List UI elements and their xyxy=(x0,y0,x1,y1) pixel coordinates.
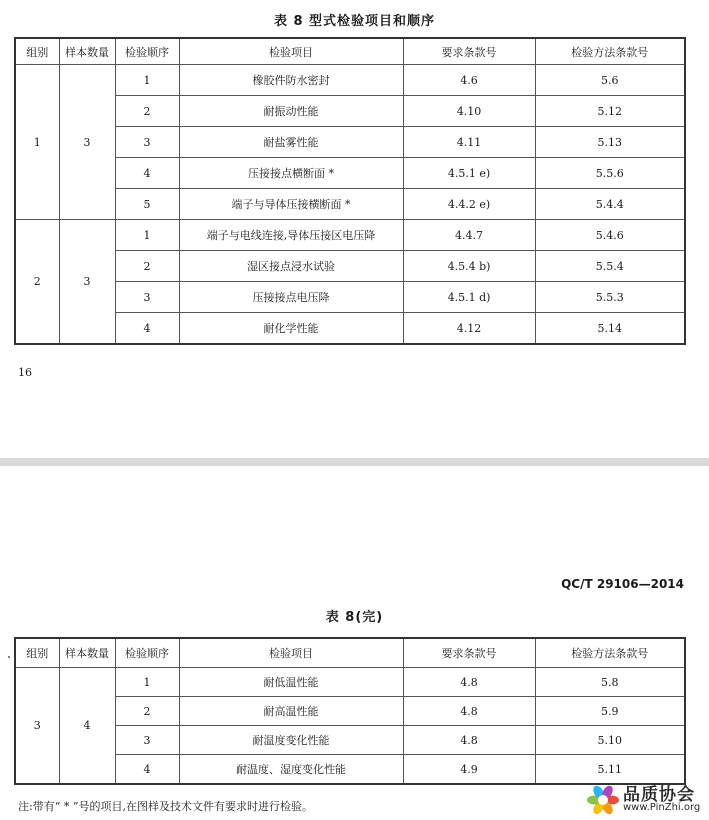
item-cell: 耐高温性能 xyxy=(179,697,403,726)
method-cell: 5.8 xyxy=(535,668,685,697)
page-separator xyxy=(0,458,709,466)
header-sequence: 检验顺序 xyxy=(115,38,179,65)
table-row xyxy=(15,127,685,158)
table-row xyxy=(15,96,685,127)
sample-count-cell: 3 xyxy=(59,65,115,220)
method-cell: 5.4.6 xyxy=(535,220,685,251)
req-cell: 4.5.1 d) xyxy=(403,282,535,313)
req-cell: 4.5.1 e) xyxy=(403,158,535,189)
item-cell: 耐温度、湿度变化性能 xyxy=(179,755,403,785)
method-cell: 5.13 xyxy=(535,127,685,158)
footnote: 注:带有“ * ”号的项目,在图样及技术文件有要求时进行检验。 xyxy=(18,800,313,813)
req-cell: 4.9 xyxy=(403,755,535,785)
header-group: 组别 xyxy=(15,638,59,668)
table-title: 表 8 型式检验项目和顺序 xyxy=(273,14,436,29)
table-row xyxy=(15,668,685,697)
header-group: 组别 xyxy=(15,38,59,65)
header-sequence: 检验顺序 xyxy=(115,638,179,668)
flower-logo-icon xyxy=(585,782,621,818)
header-requirement-clause: 要求条款号 xyxy=(403,638,535,668)
req-cell: 4.8 xyxy=(403,697,535,726)
item-cell: 端子与导体压接横断面 * xyxy=(179,189,403,220)
table-row xyxy=(15,189,685,220)
page-number: 16 xyxy=(18,366,32,379)
method-cell: 5.5.3 xyxy=(535,282,685,313)
table-row xyxy=(15,313,685,345)
method-cell: 5.5.4 xyxy=(535,251,685,282)
method-cell: 5.9 xyxy=(535,697,685,726)
table-row xyxy=(15,158,685,189)
req-cell: 4.8 xyxy=(403,668,535,697)
seq-cell: 4 xyxy=(115,755,179,785)
seq-cell: 1 xyxy=(115,65,179,96)
seq-cell: 2 xyxy=(115,697,179,726)
req-cell: 4.11 xyxy=(403,127,535,158)
header-sample-count: 样本数量 xyxy=(59,638,115,668)
table-row xyxy=(15,726,685,755)
table-row xyxy=(15,251,685,282)
inspection-table-continued xyxy=(14,637,686,785)
watermark-url: www.PinZhi.org xyxy=(623,802,701,813)
req-cell: 4.6 xyxy=(403,65,535,96)
header-item: 检验项目 xyxy=(179,38,403,65)
item-cell: 橡胶件防水密封 xyxy=(179,65,403,96)
item-cell: 耐化学性能 xyxy=(179,313,403,345)
method-cell: 5.5.6 xyxy=(535,158,685,189)
table-row xyxy=(15,220,685,251)
req-cell: 4.4.2 e) xyxy=(403,189,535,220)
table-header-row xyxy=(15,638,685,668)
req-cell: 4.5.4 b) xyxy=(403,251,535,282)
stray-dot xyxy=(8,656,10,658)
seq-cell: 3 xyxy=(115,726,179,755)
item-cell: 湿区接点浸水试验 xyxy=(179,251,403,282)
watermark-logo xyxy=(585,778,709,820)
seq-cell: 3 xyxy=(115,127,179,158)
seq-cell: 5 xyxy=(115,189,179,220)
method-cell: 5.11 xyxy=(535,755,685,785)
req-cell: 4.12 xyxy=(403,313,535,345)
table-row xyxy=(15,697,685,726)
item-cell: 耐温度变化性能 xyxy=(179,726,403,755)
item-cell: 耐低温性能 xyxy=(179,668,403,697)
method-cell: 5.14 xyxy=(535,313,685,345)
sample-count-cell: 4 xyxy=(59,668,115,785)
logo-center xyxy=(598,795,608,805)
header-sample-count: 样本数量 xyxy=(59,38,115,65)
group-cell: 2 xyxy=(15,220,59,345)
method-cell: 5.4.4 xyxy=(535,189,685,220)
item-cell: 端子与电线连接,导体压接区电压降 xyxy=(179,220,403,251)
seq-cell: 2 xyxy=(115,251,179,282)
group-cell: 1 xyxy=(15,65,59,220)
table-row xyxy=(15,65,685,96)
header-method-clause: 检验方法条款号 xyxy=(535,38,685,65)
seq-cell: 4 xyxy=(115,158,179,189)
table-title-continued: 表 8(完) xyxy=(325,610,384,625)
standard-code: QC/T 29106—2014 xyxy=(561,577,684,591)
req-cell: 4.4.7 xyxy=(403,220,535,251)
seq-cell: 1 xyxy=(115,220,179,251)
header-method-clause: 检验方法条款号 xyxy=(535,638,685,668)
group-cell: 3 xyxy=(15,668,59,785)
item-cell: 压接接点横断面 * xyxy=(179,158,403,189)
sample-count-cell: 3 xyxy=(59,220,115,345)
seq-cell: 3 xyxy=(115,282,179,313)
seq-cell: 4 xyxy=(115,313,179,345)
header-item: 检验项目 xyxy=(179,638,403,668)
watermark-name: 品质协会 xyxy=(623,785,695,805)
item-cell: 压接接点电压降 xyxy=(179,282,403,313)
method-cell: 5.6 xyxy=(535,65,685,96)
method-cell: 5.12 xyxy=(535,96,685,127)
item-cell: 耐盐雾性能 xyxy=(179,127,403,158)
method-cell: 5.10 xyxy=(535,726,685,755)
table-row xyxy=(15,282,685,313)
inspection-table xyxy=(14,37,686,345)
item-cell: 耐振动性能 xyxy=(179,96,403,127)
seq-cell: 1 xyxy=(115,668,179,697)
seq-cell: 2 xyxy=(115,96,179,127)
header-requirement-clause: 要求条款号 xyxy=(403,38,535,65)
req-cell: 4.10 xyxy=(403,96,535,127)
table-header-row xyxy=(15,38,685,65)
req-cell: 4.8 xyxy=(403,726,535,755)
